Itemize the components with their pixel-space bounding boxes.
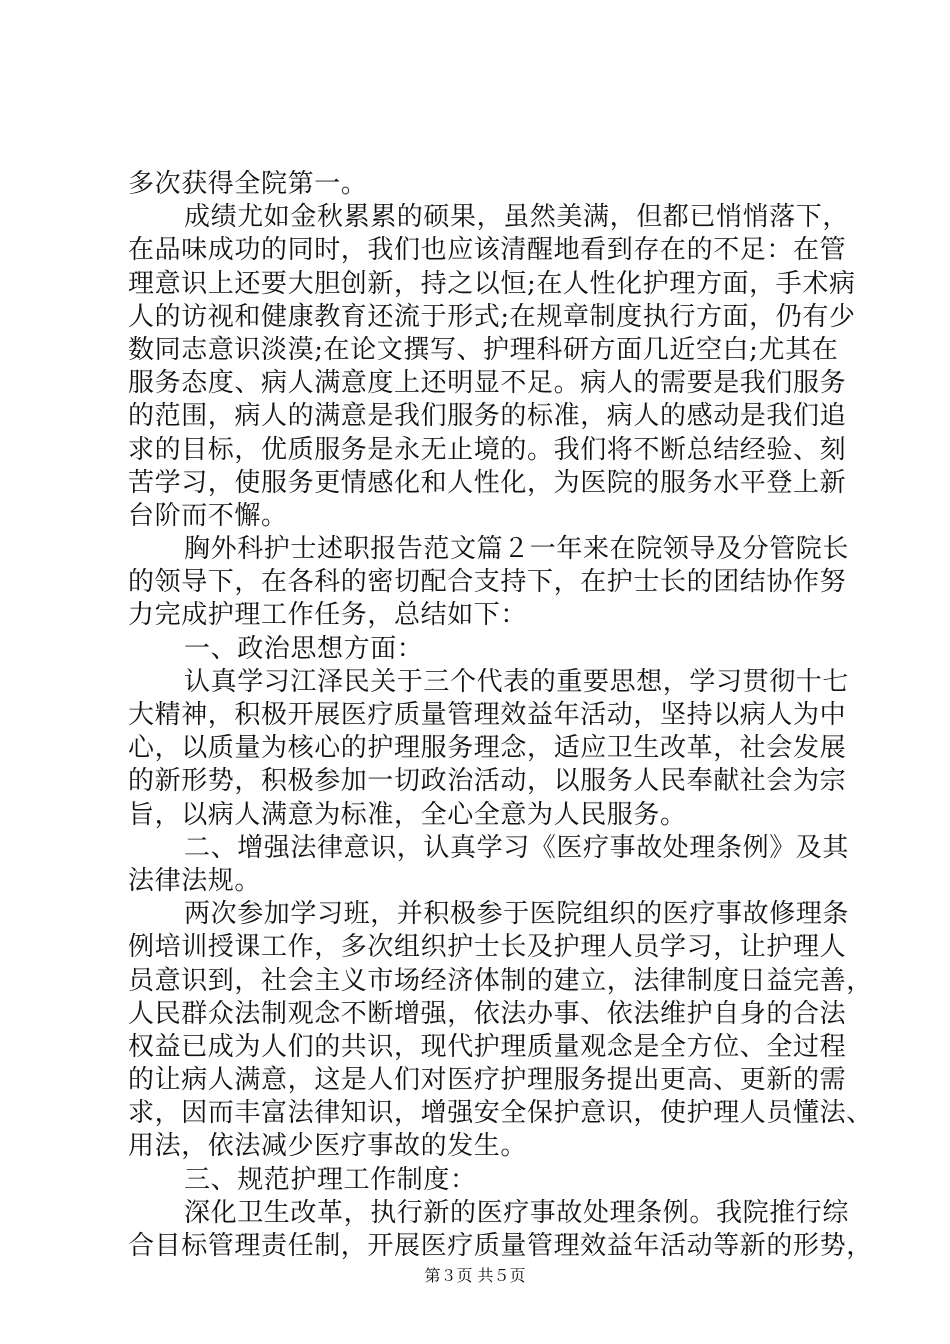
text-line: 力完成护理工作任务，总结如下： <box>128 600 528 631</box>
text-line: 人民群众法制观念不断增强，依法办事、依法维护自身的合法 <box>128 998 847 1029</box>
text-line: 员意识到，社会主义市场经济体制的建立，法律制度日益完善， <box>128 965 873 996</box>
text-line: 求，因而丰富法律知识，增强安全保护意识，使护理人员懂法、 <box>128 1098 873 1129</box>
text-line: 的让病人满意，这是人们对医疗护理服务提出更高、更新的需 <box>128 1065 847 1096</box>
section-heading: 法律法规。 <box>128 865 262 896</box>
text-line: 大精神，积极开展医疗质量管理效益年活动，坚持以病人为中 <box>128 700 847 730</box>
section-heading: 二、增强法律意识，认真学习《医疗事故处理条例》及其 <box>184 832 850 863</box>
section-heading: 一、政治思想方面： <box>184 633 424 664</box>
text-line: 数同志意识淡漠;在论文撰写、护理科研方面几近空白;尤其在 <box>128 334 839 365</box>
text-line: 理意识上还要大胆创新，持之以恒;在人性化护理方面，手术病 <box>128 268 856 299</box>
text-line: 心，以质量为核心的护理服务理念，适应卫生改革，社会发展 <box>128 733 847 764</box>
text-line: 苦学习，使服务更情感化和人性化，为医院的服务水平登上新 <box>128 467 847 498</box>
text-line: 求的目标，优质服务是永无止境的。我们将不断总结经验、刻 <box>128 434 847 465</box>
text-line: 认真学习江泽民关于三个代表的重要思想，学习贯彻十七 <box>184 666 850 697</box>
text-line: 成绩尤如金秋累累的硕果，虽然美满，但都已悄悄落下， <box>184 202 850 233</box>
text-line: 例培训授课工作，多次组织护士长及护理人员学习，让护理人 <box>128 932 847 963</box>
text-line: 深化卫生改革，执行新的医疗事故处理条例。我院推行综 <box>184 1197 850 1228</box>
text-line: 合目标管理责任制，开展医疗质量管理效益年活动等新的形势， <box>128 1231 873 1261</box>
text-line: 的范围，病人的满意是我们服务的标准，病人的感动是我们追 <box>128 401 847 432</box>
text-line: 多次获得全院第一。 <box>128 169 368 199</box>
text-line: 的领导下，在各科的密切配合支持下，在护士长的团结协作努 <box>128 567 847 598</box>
text-line: 用法，依法减少医疗事故的发生。 <box>128 1131 528 1162</box>
text-line: 的新形势，积极参加一切政治活动，以服务人民奉献社会为宗 <box>128 766 847 797</box>
text-line: 台阶而不懈。 <box>128 500 288 531</box>
text-line: 胸外科护士述职报告范文篇２一年来在院领导及分管院长 <box>184 534 850 565</box>
page-number-footer: 第３页 共５页 <box>424 1266 526 1285</box>
text-line: 权益已成为人们的共识，现代护理质量观念是全方位、全过程 <box>128 1031 847 1062</box>
text-line: 旨，以病人满意为标准，全心全意为人民服务。 <box>128 799 687 830</box>
text-line: 服务态度、病人满意度上还明显不足。病人的需要是我们服务 <box>128 368 847 399</box>
text-line: 在品味成功的同时，我们也应该清醒地看到存在的不足：在管 <box>128 235 847 266</box>
document-body <box>128 168 873 1263</box>
text-line: 两次参加学习班，并积极参于医院组织的医疗事故修理条 <box>184 899 850 930</box>
text-line: 人的访视和健康教育还流于形式;在规章制度执行方面，仍有少 <box>128 301 856 332</box>
section-heading: 三、规范护理工作制度： <box>184 1164 477 1195</box>
